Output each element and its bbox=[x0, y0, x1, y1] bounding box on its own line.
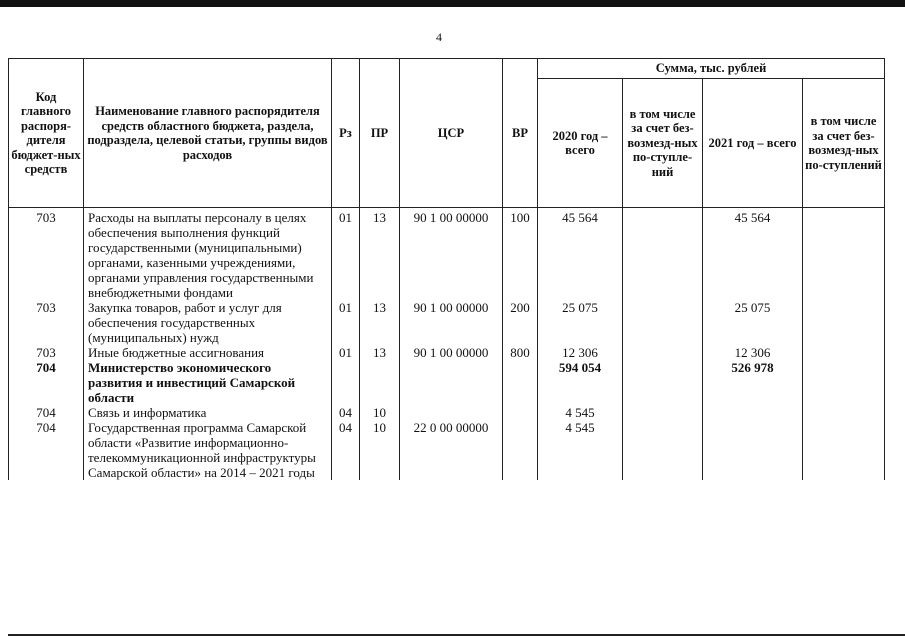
cell-csr: 90 1 00 00000 bbox=[400, 300, 503, 345]
cell-2020-gratuitous bbox=[623, 420, 703, 480]
cell-pr: 10 bbox=[360, 405, 400, 420]
cell-2021-total: 25 075 bbox=[703, 300, 803, 345]
cell-name: Государственная программа Самарской области «Развитие информационно-телекоммуникационной инфраструктуры Самарской области» на 2014 – 2021 годы bbox=[84, 420, 332, 480]
table-row bbox=[9, 208, 885, 301]
cell-2021-gratuitous bbox=[803, 405, 885, 420]
scan-top-border bbox=[0, 0, 905, 7]
header-2021-total: 2021 год – всего bbox=[703, 79, 803, 208]
table-row bbox=[9, 345, 885, 360]
cell-2020-total: 594 054 bbox=[538, 360, 623, 405]
cell-code: 703 bbox=[9, 208, 84, 301]
cell-2020-total: 4 545 bbox=[538, 405, 623, 420]
header-2020-total: 2020 год – всего bbox=[538, 79, 623, 208]
cell-2021-total: 45 564 bbox=[703, 208, 803, 301]
scan-bottom-border bbox=[8, 634, 905, 636]
cell-rz bbox=[332, 360, 360, 405]
cell-csr: 90 1 00 00000 bbox=[400, 345, 503, 360]
cell-csr bbox=[400, 360, 503, 405]
cell-code: 704 bbox=[9, 405, 84, 420]
cell-2021-gratuitous bbox=[803, 345, 885, 360]
cell-2020-total: 12 306 bbox=[538, 345, 623, 360]
page-number: 4 bbox=[436, 30, 442, 44]
cell-name: Расходы на выплаты персоналу в целях обеспечения выполнения функций государственными (муниципальными) органами, казенными учреждениями, органами управления государственными внебюджетными фондами bbox=[84, 208, 332, 301]
cell-vr bbox=[503, 360, 538, 405]
header-name: Наименование главного распорядителя средств областного бюджета, раздела, подраздела, целевой статьи, группы видов расходов bbox=[84, 59, 332, 208]
cell-vr: 200 bbox=[503, 300, 538, 345]
table-row bbox=[9, 405, 885, 420]
cell-2021-gratuitous bbox=[803, 208, 885, 301]
cell-2020-gratuitous bbox=[623, 208, 703, 301]
cell-csr: 22 0 00 00000 bbox=[400, 420, 503, 480]
header-2021-gratuitous: в том числе за счет без-возмезд-ных по-ступлений bbox=[803, 79, 885, 208]
cell-vr: 800 bbox=[503, 345, 538, 360]
cell-code: 704 bbox=[9, 420, 84, 480]
cell-2021-total bbox=[703, 405, 803, 420]
cell-rz: 04 bbox=[332, 405, 360, 420]
budget-table bbox=[8, 58, 885, 480]
cell-csr: 90 1 00 00000 bbox=[400, 208, 503, 301]
cell-csr bbox=[400, 405, 503, 420]
table-row bbox=[9, 360, 885, 405]
header-vr: ВР bbox=[503, 59, 538, 208]
cell-rz: 01 bbox=[332, 208, 360, 301]
header-2020-gratuitous: в том числе за счет без-возмезд-ных по-ступле-ний bbox=[623, 79, 703, 208]
table-row bbox=[9, 420, 885, 480]
cell-name: Министерство экономического развития и инвестиций Самарской области bbox=[84, 360, 332, 405]
header-sum-group: Сумма, тыс. рублей bbox=[538, 59, 885, 79]
cell-2021-gratuitous bbox=[803, 360, 885, 405]
cell-2021-total bbox=[703, 420, 803, 480]
cell-2021-gratuitous bbox=[803, 300, 885, 345]
header-pr: ПР bbox=[360, 59, 400, 208]
cell-code: 703 bbox=[9, 300, 84, 345]
cell-pr bbox=[360, 360, 400, 405]
cell-2020-total: 25 075 bbox=[538, 300, 623, 345]
cell-code: 703 bbox=[9, 345, 84, 360]
cell-pr: 10 bbox=[360, 420, 400, 480]
cell-name: Закупка товаров, работ и услуг для обеспечения государственных (муниципальных) нужд bbox=[84, 300, 332, 345]
cell-vr bbox=[503, 405, 538, 420]
cell-2020-gratuitous bbox=[623, 300, 703, 345]
cell-2020-gratuitous bbox=[623, 360, 703, 405]
cell-vr bbox=[503, 420, 538, 480]
cell-pr: 13 bbox=[360, 300, 400, 345]
cell-rz: 01 bbox=[332, 345, 360, 360]
cell-pr: 13 bbox=[360, 345, 400, 360]
cell-2021-gratuitous bbox=[803, 420, 885, 480]
cell-2020-total: 4 545 bbox=[538, 420, 623, 480]
cell-2020-gratuitous bbox=[623, 345, 703, 360]
table-row bbox=[9, 300, 885, 345]
header-code: Код главного распоря-дителя бюджет-ных средств bbox=[9, 59, 84, 208]
cell-vr: 100 bbox=[503, 208, 538, 301]
cell-2021-total: 526 978 bbox=[703, 360, 803, 405]
cell-2020-gratuitous bbox=[623, 405, 703, 420]
cell-2021-total: 12 306 bbox=[703, 345, 803, 360]
header-csr: ЦСР bbox=[400, 59, 503, 208]
cell-name: Иные бюджетные ассигнования bbox=[84, 345, 332, 360]
cell-rz: 01 bbox=[332, 300, 360, 345]
cell-2020-total: 45 564 bbox=[538, 208, 623, 301]
cell-code: 704 bbox=[9, 360, 84, 405]
cell-pr: 13 bbox=[360, 208, 400, 301]
cell-name: Связь и информатика bbox=[84, 405, 332, 420]
cell-rz: 04 bbox=[332, 420, 360, 480]
header-rz: Рз bbox=[332, 59, 360, 208]
